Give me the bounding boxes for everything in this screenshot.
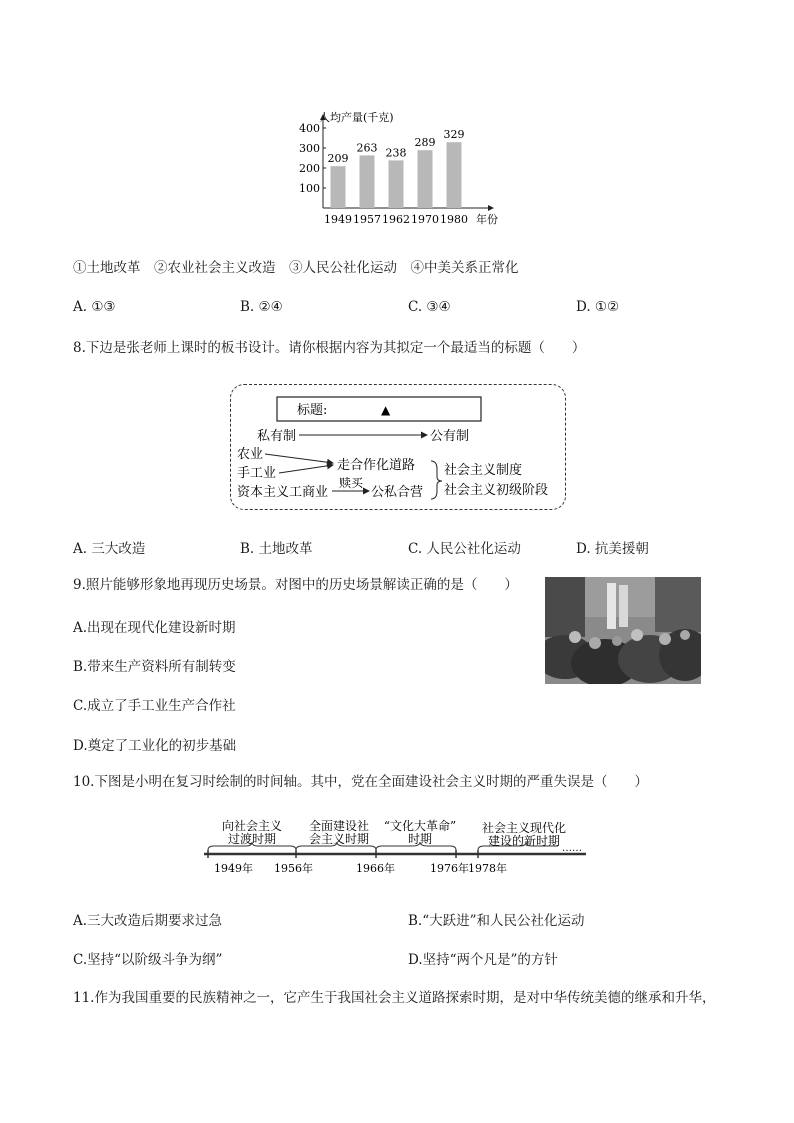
bar-1949 — [331, 166, 346, 208]
q8-option-d[interactable]: D. 抗美援朝 — [576, 541, 649, 557]
agriculture-arrow — [265, 454, 333, 463]
q10-option-d[interactable]: D.坚持“两个凡是”的方针 — [408, 952, 558, 968]
primary-stage: 社会主义初级阶段 — [444, 483, 549, 498]
q8-option-c[interactable]: C. 人民公社化运动 — [408, 541, 521, 557]
year-1978: 1978年 — [468, 862, 507, 875]
cooperative-road: 走合作化道路 — [337, 458, 416, 473]
x-axis-label: 年份 — [476, 213, 498, 226]
year-1956: 1956年 — [274, 862, 313, 875]
q7-option-d[interactable]: D. ①② — [576, 299, 620, 315]
q7-events: ①土地改革 ②农业社会主义改造 ③人民公社化运动 ④中美关系正常化 — [73, 260, 519, 276]
x-tick-label: 1957 — [353, 213, 381, 226]
bar-1962 — [389, 160, 404, 208]
period-4-line2: 建设的新时期 — [487, 834, 561, 848]
handicraft: 手工业 — [237, 466, 277, 481]
public-ownership: 公有制 — [430, 429, 470, 444]
q9-option-c[interactable]: C.成立了手工业生产合作社 — [73, 698, 236, 714]
q9-option-a[interactable]: A.出现在现代化建设新时期 — [73, 620, 236, 636]
year-1976: 1976年 — [430, 862, 469, 875]
title-label: 标题: — [297, 403, 328, 418]
grain-per-capita-chart — [290, 108, 510, 233]
y-tick-label: 100 — [299, 182, 320, 195]
socialist-system: 社会主义制度 — [444, 463, 523, 478]
history-timeline — [202, 818, 592, 880]
x-axis-arrow — [488, 205, 494, 211]
continuation-dots: …… — [562, 843, 582, 854]
x-tick-label: 1949 — [324, 213, 352, 226]
y-axis-label: 人均产量(千克) — [319, 111, 394, 124]
bar-1970 — [418, 150, 433, 208]
period-3-line2: 时期 — [407, 832, 433, 846]
q10-option-a[interactable]: A.三大改造后期要求过急 — [73, 913, 223, 929]
bar-value-label: 289 — [414, 136, 436, 150]
period-2-line1: 全面建设社 — [308, 819, 370, 833]
joint-venture: 公私合营 — [371, 485, 424, 500]
q7-option-c[interactable]: C. ③④ — [408, 299, 451, 315]
q10-stem: 10.下图是小明在复习时绘制的时间轴。其中，党在全面建设社会主义时期的严重失误是（ ） — [73, 774, 648, 790]
year-1966: 1966年 — [356, 862, 395, 875]
period-3-line1: “文化大革命” — [383, 819, 457, 833]
redemption-label: 赎买 — [339, 476, 364, 490]
private-ownership: 私有制 — [257, 429, 297, 444]
y-tick-label: 300 — [299, 142, 320, 155]
x-tick-label: 1970 — [411, 213, 439, 226]
bar-1980 — [447, 142, 462, 208]
q11-stem: 11.作为我国重要的民族精神之一，它产生于我国社会主义道路探索时期，是对中华传统美德的继承和升华， — [73, 990, 716, 1006]
title-placeholder-mark: ▲ — [381, 403, 391, 417]
period-4-line1: 社会主义现代化 — [481, 821, 567, 835]
q8-stem: 8.下边是张老师上课时的板书设计。请你根据内容为其拟定一个最适当的标题（ ） — [73, 340, 586, 356]
q10-option-b[interactable]: B.“大跃进”和人民公社化运动 — [408, 913, 585, 929]
blackboard-design — [230, 384, 566, 510]
handicraft-arrow — [279, 465, 333, 473]
q8-option-a[interactable]: A. 三大改造 — [73, 541, 146, 557]
period-2-line2: 会主义时期 — [308, 832, 370, 846]
q7-option-b[interactable]: B. ②④ — [240, 299, 283, 315]
capitalist-industry: 资本主义工商业 — [237, 485, 329, 500]
q10-option-c[interactable]: C.坚持“以阶级斗争为纲” — [73, 952, 223, 968]
bar-value-label: 329 — [443, 128, 465, 142]
bar-1957 — [360, 155, 375, 208]
brace-1 — [208, 842, 296, 850]
q9-option-b[interactable]: B.带来生产资料所有制转变 — [73, 659, 236, 675]
historical-crowd-photo — [545, 577, 701, 684]
agriculture: 农业 — [237, 447, 264, 462]
bar-value-label: 209 — [327, 152, 349, 166]
brace — [431, 461, 442, 499]
year-1949: 1949年 — [214, 862, 253, 875]
q8-option-b[interactable]: B. 土地改革 — [240, 541, 313, 557]
y-tick-label: 200 — [299, 162, 320, 175]
q9-stem: 9.照片能够形象地再现历史场景。对图中的历史场景解读正确的是（ ） — [73, 577, 518, 593]
x-tick-label: 1980 — [440, 213, 468, 226]
y-tick-label: 400 — [299, 122, 320, 135]
bar-value-label: 263 — [356, 141, 378, 155]
period-1-line1: 向社会主义 — [221, 819, 283, 833]
bar-value-label: 238 — [385, 146, 407, 160]
q9-option-d[interactable]: D.奠定了工业化的初步基础 — [73, 738, 237, 754]
x-tick-label: 1962 — [382, 213, 410, 226]
period-1-line2: 过渡时期 — [227, 832, 277, 846]
q7-option-a[interactable]: A. ①③ — [73, 299, 116, 315]
